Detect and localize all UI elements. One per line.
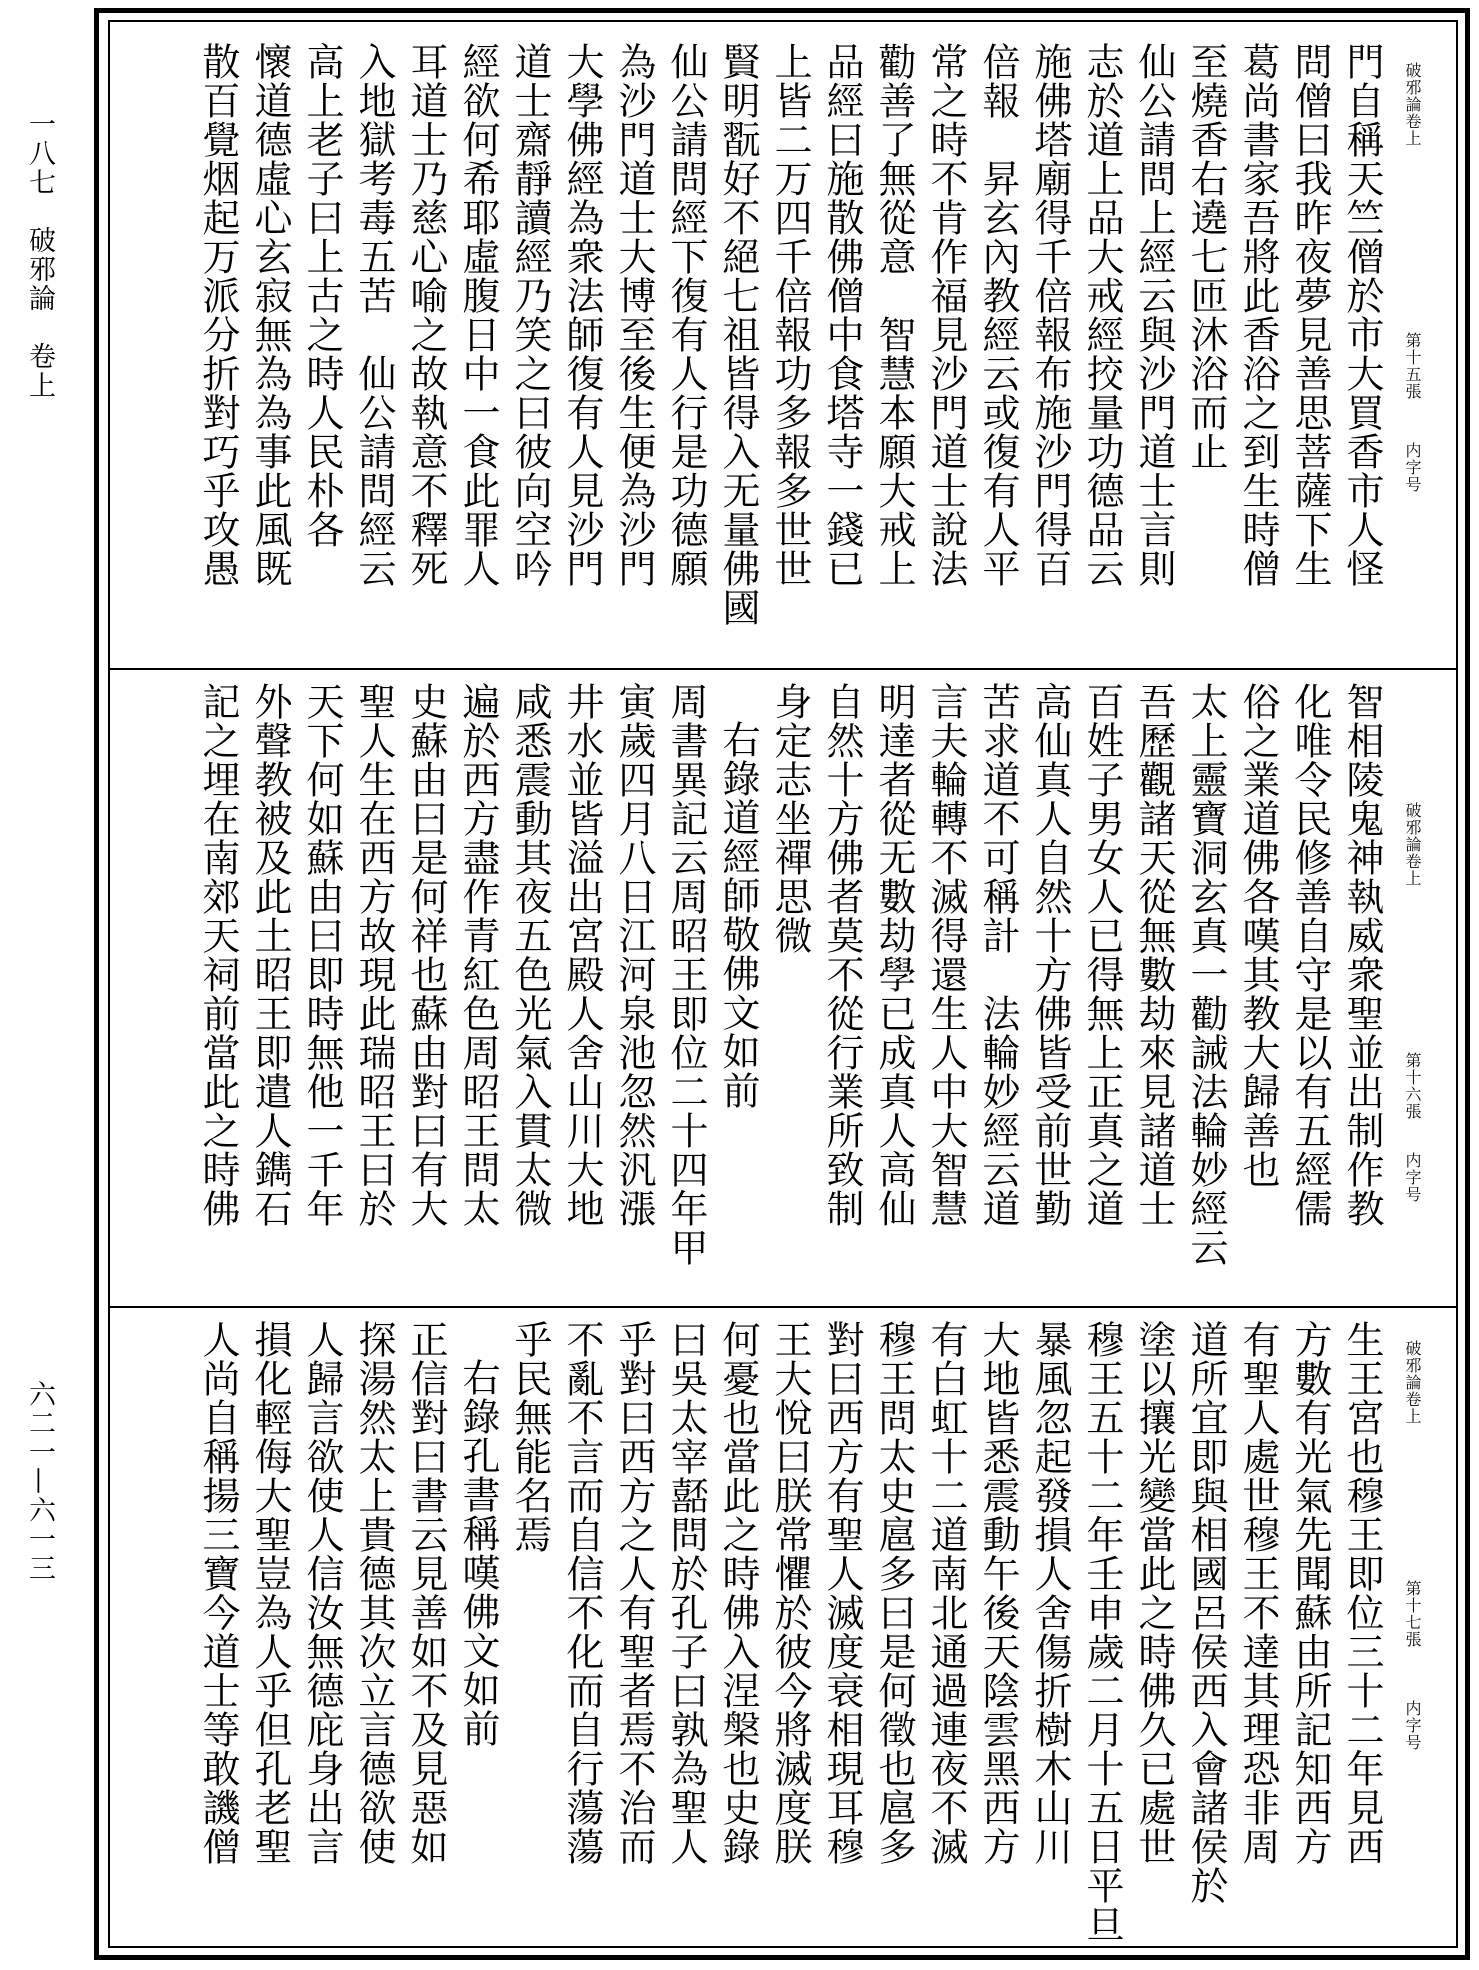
text-column: 高上老子曰上古之時人民朴各 (300, 42, 344, 549)
text-column: 身定志坐禪思微 (768, 682, 812, 955)
text-column: 入地獄考毒五苦 仙公請問經云 (352, 42, 396, 588)
text-column: 周書異記云周昭王即位二十四年甲 (664, 682, 708, 1267)
text-column: 經欲何希耶虛腹日中一食此罪人 (456, 42, 500, 588)
text-column: 道士齋靜讀經乃笑之曰彼向空吟 (508, 42, 552, 588)
panel-2-columns (192, 682, 1388, 1302)
text-column: 倍報 昇玄內教經云或復有人平 (976, 42, 1020, 588)
text-column: 化唯令民修善自守是以有五經儒 (1288, 682, 1332, 1228)
text-column: 問僧曰我昨夜夢見善思菩薩下生 (1288, 42, 1332, 588)
text-column: 懷道德虛心玄寂無為為事此風既 (248, 42, 292, 588)
text-column: 對曰西方有聖人滅度衰相現耳穆 (820, 1320, 864, 1866)
text-column: 穆王問太史扈多曰是何徵也扈多 (872, 1320, 916, 1866)
text-column: 自然十方佛者莫不從行業所致制 (820, 682, 864, 1228)
text-column: 曰吳太宰嚭問於孔子曰孰為聖人 (664, 1320, 708, 1866)
text-column: 道所宜即與相國呂侯西入會諸侯於 (1184, 1320, 1228, 1905)
panel-divider-1 (108, 668, 1458, 670)
panel-1-columns (192, 42, 1388, 662)
text-column: 乎民無能名焉 (508, 1320, 552, 1554)
text-column: 散百覺烟起万派分折對巧乎攻愚 (196, 42, 240, 588)
text-column: 明達者從无數劫學已成真人高仙 (872, 682, 916, 1228)
text-column: 天下何如蘇由曰即時無他一千年 (300, 682, 344, 1228)
panel-2-note-c: 内字号 (1403, 1152, 1422, 1203)
text-column: 王大悅曰朕常懼於彼今將滅度朕 (768, 1320, 812, 1866)
text-column: 史蘇由曰是何祥也蘇由對曰有大 (404, 682, 448, 1228)
text-column: 為沙門道士大博至後生便為沙門 (612, 42, 656, 588)
text-column: 勸善了無從意 智慧本願大戒上 (872, 42, 916, 588)
text-column: 人歸言欲使人信汝無德庇身出言 (300, 1320, 344, 1866)
panel-1-note-c: 内字号 (1403, 442, 1422, 493)
text-column: 門自稱天竺僧於市大買香市人怪 (1340, 42, 1384, 588)
text-column: 乎對曰西方之人有聖者焉不治而 (612, 1320, 656, 1866)
text-column: 人尚自稱揚三寶今道士等敢譏僧 (196, 1320, 240, 1866)
text-column: 耳道士乃慈心喻之故執意不釋死 (404, 42, 448, 588)
side-label-top: 一八七 破邪論 卷上 (24, 110, 55, 400)
text-column: 寅歲四月八日江河泉池忽然汎漲 (612, 682, 656, 1228)
text-column: 外聲教被及此土昭王即遣人鐫石 (248, 682, 292, 1228)
text-column: 大地皆悉震動午後天陰雲黑西方 (976, 1320, 1020, 1866)
side-label-bottom: 六二一—六一三 (24, 1380, 55, 1583)
text-column: 右錄孔書稱嘆佛文如前 (456, 1358, 500, 1748)
text-column: 記之埋在南郊天祠前當此之時佛 (196, 682, 240, 1228)
panel-2-note-b: 第十六張 (1403, 1052, 1422, 1120)
text-column: 至燒香右遶七匝沐浴而止 (1184, 42, 1228, 471)
text-panel-3 (118, 1320, 1438, 1944)
text-column: 品經曰施散佛僧中食塔寺一錢已 (820, 42, 864, 588)
text-column: 右錄道經師敬佛文如前 (716, 720, 760, 1110)
text-column: 志於道上品大戒經挍量功德品云 (1080, 42, 1124, 588)
text-column: 仙公請問經下復有人行是功德願 (664, 42, 708, 588)
text-column: 上皆二万四千倍報功多報多世世 (768, 42, 812, 588)
text-column: 百姓子男女人已得無上正真之道 (1080, 682, 1124, 1228)
text-column: 賢明翫好不絕七祖皆得入无量佛國 (716, 42, 760, 627)
text-column: 常之時不肯作福見沙門道士說法 (924, 42, 968, 588)
text-column: 正信對曰書云見善如不及見惡如 (404, 1320, 448, 1866)
text-column: 暴風忽起發損人舍傷折樹木山川 (1028, 1320, 1072, 1866)
text-column: 聖人生在西方故現此瑞昭王曰於 (352, 682, 396, 1228)
text-column: 太上靈寶洞玄真一勸誡法輪妙經云 (1184, 682, 1228, 1267)
text-column: 施佛塔廟得千倍報布施沙門得百 (1028, 42, 1072, 588)
panel-1-note-b: 第十五張 (1403, 332, 1422, 400)
text-column: 損化輕侮大聖豈為人乎但孔老聖 (248, 1320, 292, 1866)
text-column: 探湯然太上貴德其次立言德欲使 (352, 1320, 396, 1866)
panel-3-columns (192, 1320, 1388, 1944)
panel-1-note-a: 破邪論卷上 (1403, 62, 1422, 147)
text-column: 大學佛經為衆法師復有人見沙門 (560, 42, 604, 588)
text-column: 塗以攘光變當此之時佛久已處世 (1132, 1320, 1176, 1866)
text-column: 智相陵鬼神執威衆聖並出制作教 (1340, 682, 1384, 1228)
text-column: 言夫輪轉不滅得還生人中大智慧 (924, 682, 968, 1228)
text-column: 遍於西方盡作青紅色周昭王問太 (456, 682, 500, 1228)
text-column: 高仙真人自然十方佛皆受前世勤 (1028, 682, 1072, 1228)
panel-3-note-c: 内字号 (1403, 1700, 1422, 1751)
text-panel-2 (118, 682, 1438, 1302)
panel-3-note-a: 破邪論卷上 (1403, 1340, 1422, 1425)
text-column: 葛尚書家吾將此香浴之到生時僧 (1236, 42, 1280, 588)
text-column: 苦求道不可稱計 法輪妙經云道 (976, 682, 1020, 1228)
panel-3-note-b: 第十七張 (1403, 1580, 1422, 1648)
text-column: 生王宮也穆王即位三十二年見西 (1340, 1320, 1384, 1866)
text-column: 俗之業道佛各嘆其教大歸善也 (1236, 682, 1280, 1189)
text-column: 有聖人處世穆王不達其理恐非周 (1236, 1320, 1280, 1866)
text-column: 有白虹十二道南北通過連夜不滅 (924, 1320, 968, 1866)
text-column: 井水並皆溢出宮殿人舍山川大地 (560, 682, 604, 1228)
text-panel-1 (118, 42, 1438, 662)
text-column: 咸悉震動其夜五色光氣入貫太微 (508, 682, 552, 1228)
panel-divider-2 (108, 1306, 1458, 1308)
text-column: 仙公請問上經云與沙門道士言則 (1132, 42, 1176, 588)
panel-2-note-a: 破邪論卷上 (1403, 802, 1422, 887)
text-column: 不亂不言而自信不化而自行蕩蕩 (560, 1320, 604, 1866)
text-column: 吾歷觀諸天從無數劫來見諸道士 (1132, 682, 1176, 1228)
text-column: 何憂也當此之時佛入涅槃也史錄 (716, 1320, 760, 1866)
text-column: 穆王五十二年壬申歲二月十五日平旦 (1080, 1320, 1124, 1944)
text-column: 方數有光氣先聞蘇由所記知西方 (1288, 1320, 1332, 1866)
